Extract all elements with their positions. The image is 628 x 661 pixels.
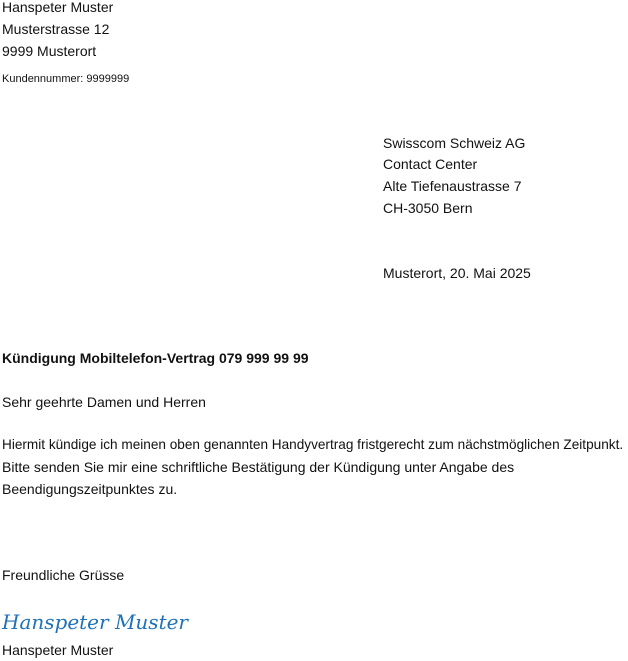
recipient-company: Swisscom Schweiz AG — [383, 135, 526, 151]
sender-name: Hanspeter Muster — [2, 0, 114, 15]
body-line-3: Beendigungszeitpunktes zu. — [2, 481, 178, 497]
date-line: Musterort, 20. Mai 2025 — [383, 265, 531, 281]
subject-line: Kündigung Mobiltelefon-Vertrag 079 999 99 99 — [2, 350, 309, 366]
recipient-city: CH-3050 Bern — [383, 200, 473, 216]
sender-street: Musterstrasse 12 — [2, 21, 110, 37]
salutation: Sehr geehrte Damen und Herren — [2, 394, 206, 410]
body-line-2: Bitte senden Sie mir eine schriftliche Bestätigung der Kündigung unter Angabe des — [2, 459, 515, 475]
body-line-1: Hiermit kündige ich meinen oben genannten Handyvertrag fristgerecht zum nächstmöglichen Zeitpunkt. — [2, 437, 624, 452]
sender-city: 9999 Musterort — [2, 43, 97, 59]
recipient-street: Alte Tiefenaustrasse 7 — [383, 178, 522, 194]
recipient-department: Contact Center — [383, 156, 478, 172]
handwritten-signature: Hanspeter Muster — [2, 610, 188, 634]
printed-name: Hanspeter Muster — [2, 642, 114, 658]
customer-number: Kundennummer: 9999999 — [2, 73, 130, 85]
closing: Freundliche Grüsse — [2, 567, 125, 583]
